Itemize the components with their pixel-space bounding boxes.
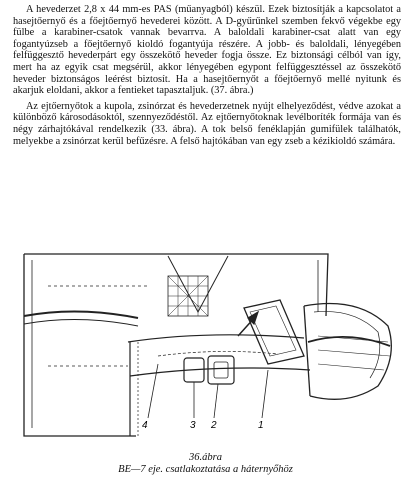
harness-drawing	[18, 246, 394, 446]
callout-1: 1	[258, 420, 264, 431]
paragraph-1: A hevederzet 2,8 x 44 mm-es PAS (műanyagból) készül. Ezek biztosítják a kapcsolatot a hasejtőernyő és a főejtőernyő hevederei között. A D-gyűrűnkel szemben fekvő végekbe egy fülbe a karabiner-csatok vannak bevarrva. A baloldali karabiner-csat alatt van egy fogantyúzseb a főejtőernyő kioldó fogantyúja részére. A jobb- és baloldali, lényegében felfüggesztő hevederpárt egy összekötő heveder fogja össze. Ez biztonsági célból van így, mert ha az egyik csat megsérül, akkor lényegében egypont felfüggesztéssel az összekötő heveder biztonságos leérést biztosít. Ha a hasejtőernyőt a főejtőernyő mellé nyitunk és akarjuk eloldani, akkor a fentieket tapasztaljuk. (37. ábra.)	[13, 4, 401, 97]
figure-caption: BE—7 eje. csatlakoztatása a háternyőhöz	[118, 464, 293, 475]
callout-4: 4	[142, 420, 148, 431]
callout-2: 2	[211, 420, 217, 431]
harness-strap-drawing	[128, 300, 310, 436]
body-text	[13, 4, 401, 147]
callout-3: 3	[190, 420, 196, 431]
figure-number: 36.ábra	[189, 452, 222, 463]
container-pack-drawing	[24, 254, 328, 436]
paragraph-2: Az ejtőernyőtok a kupola, zsinórzat és hevederzetnek nyújt elhelyeződést, védve azokat a különböző károsodásoktól, szennyeződéstől. Az ejtőernyőtoknak levélboríték formája van és négy zárhajtókával rendelkezik (33. ábra). A tok belső fenéklapján gumifülek találhatók, melyekbe a zsinórzat kerül befűzésre. A felső hajtókában van egy zseb a kézikioldó számára.	[13, 100, 401, 147]
reserve-pack-drawing	[304, 304, 391, 400]
figure-36-illustration	[18, 246, 394, 446]
